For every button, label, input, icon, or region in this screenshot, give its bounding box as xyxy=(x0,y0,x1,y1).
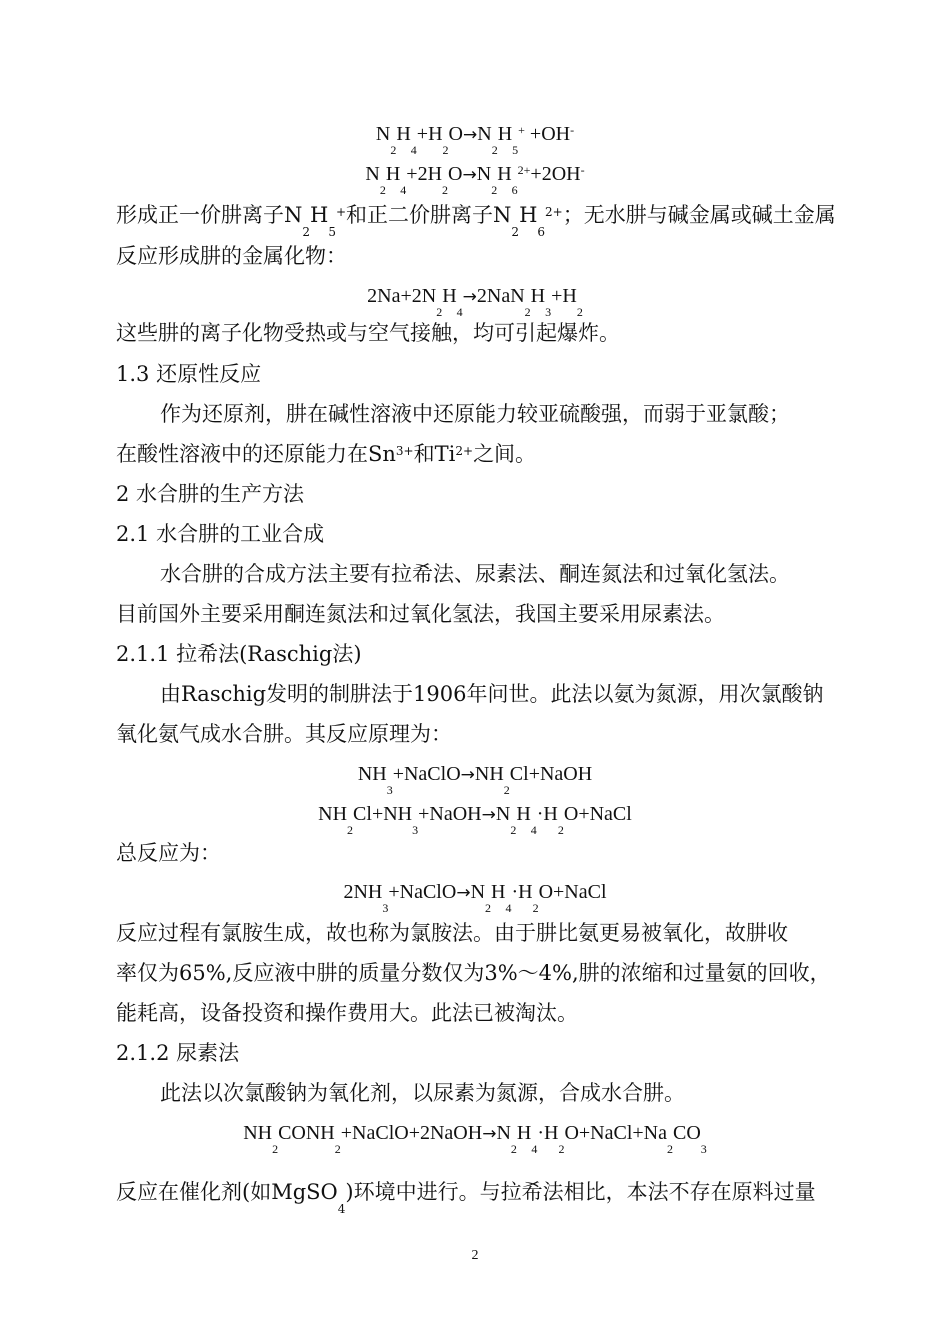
paragraph-line: 总反应为： xyxy=(116,841,221,865)
paragraph-line: 水合肼的合成方法主要有拉希法、尿素法、酮连氮法和过氧化氢法。 xyxy=(160,562,790,586)
paragraph-ion-line: 形成正一价肼离子$N_2H_5^+$和正二价肼离子$N_2H_6^{2+}$；无水肼与碱金属或碱土金属 xyxy=(116,203,836,239)
paragraph-line: 这些肼的离子化物受热或与空气接触，均可引起爆炸。 xyxy=(116,321,620,345)
paragraph-line: 率仅为65%,反应液中肼的质量分数仅为3%～4%,肼的浓缩和过量氨的回收， xyxy=(116,961,831,985)
paragraph-line: 在酸性溶液中的还原能力在$Sn^{3+}$和$Ti^{2+}$之间。 xyxy=(116,442,537,466)
equation-2: $N_2H_4+2H_2O\to N_2H_6^{2+}+2OH^-$ xyxy=(365,163,585,197)
equation-6: $2NH_3+NaClO\to N_2H_4\cdot H_2O+NaCl$ xyxy=(343,881,607,915)
paragraph-line: 能耗高，设备投资和操作费用大。此法已被淘汰。 xyxy=(116,1001,578,1025)
paragraph-line: 反应过程有氯胺生成，故也称为氯胺法。由于肼比氨更易被氧化，故肼收 xyxy=(116,921,788,945)
equation-5: $NH_2Cl+NH_3+NaOH\to N_2H_4\cdot H_2O+NaCl$ xyxy=(318,803,632,837)
equation-7: $NH_2CONH_2+NaClO+2NaOH\to N_2H_4\cdot H_2O+NaCl+Na_2CO_3$ xyxy=(243,1122,707,1156)
paragraph-line: 目前国外主要采用酮连氮法和过氧化氢法，我国主要采用尿素法。 xyxy=(116,602,725,626)
section-heading: 1.3 还原性反应 xyxy=(116,362,262,386)
equation-4: $NH_3+NaClO\to NH_2Cl+NaOH$ xyxy=(357,763,593,797)
paragraph-line: 由Raschig发明的制肼法于1906年问世。此法以氨为氮源，用次氯酸钠 xyxy=(160,682,824,706)
equation-1: $N_2H_4+H_2O\to N_2H_5^+ +OH^-$ xyxy=(375,123,575,157)
paragraph-line: 反应在催化剂(如MgSO$_4$)环境中进行。与拉希法相比，本法不存在原料过量 xyxy=(116,1180,816,1216)
paragraph-line: 氧化氨气成水合肼。其反应原理为： xyxy=(116,722,452,746)
section-heading: 2.1.2 尿素法 xyxy=(116,1041,240,1065)
equation-3: $2Na+2N_2H_4\to 2NaN_2H_3+H_2$ xyxy=(367,285,583,319)
section-heading: 2.1.1 拉希法(Raschig法) xyxy=(116,642,362,666)
paragraph-line: 此法以次氯酸钠为氧化剂，以尿素为氮源，合成水合肼。 xyxy=(160,1081,685,1105)
section-heading: 2.1 水合肼的工业合成 xyxy=(116,522,325,546)
section-heading: 2 水合肼的生产方法 xyxy=(116,482,305,506)
page-number: 2 xyxy=(471,1248,479,1263)
paragraph-line: 反应形成肼的金属化物： xyxy=(116,244,347,268)
paragraph-line: 作为还原剂，肼在碱性溶液中还原能力较亚硫酸强，而弱于亚氯酸； xyxy=(160,402,790,426)
